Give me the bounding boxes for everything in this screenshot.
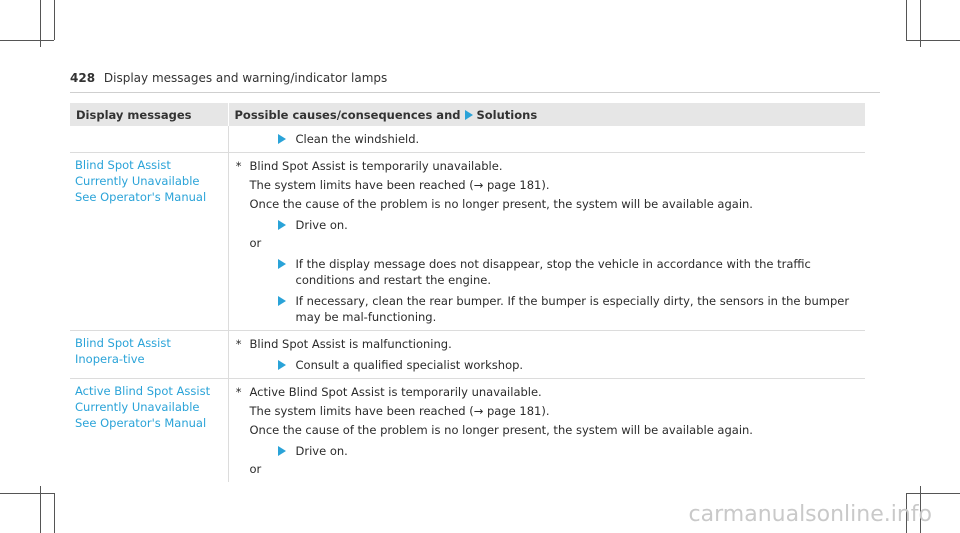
column-header-messages: Display messages: [70, 103, 228, 126]
message-cell: Active Blind Spot Assist Currently Unavailable See Operator's Manual: [70, 379, 228, 483]
crop-mark: [906, 0, 907, 40]
header-divider: [70, 92, 880, 93]
page-number: 428: [70, 71, 96, 85]
cause-detail: Once the cause of the problem is no longer present, the system will be available again.: [249, 423, 753, 437]
solution-step: Consult a qualified specialist workshop.: [278, 357, 861, 373]
solution-step: If necessary, clean the rear bumper. If the bumper is especially dirty, the sensors in the bumper may be mal-functioning.: [278, 293, 861, 325]
solution-cell: [228, 331, 865, 379]
table-row: [70, 379, 865, 483]
or-separator: or: [249, 462, 262, 476]
solution-cell: [228, 153, 865, 331]
arrow-icon: [278, 296, 286, 306]
crop-mark: [0, 493, 54, 494]
solution-step: Clean the windshield.: [278, 131, 861, 147]
crop-mark: [0, 40, 54, 41]
page-header: [70, 71, 387, 85]
cause: * Blind Spot Assist is temporarily unavailable.: [235, 159, 503, 173]
crop-mark: [906, 40, 960, 41]
crop-mark: [906, 493, 960, 494]
watermark: carmanualsonline.info: [688, 502, 932, 527]
solution-cell: [228, 379, 865, 483]
solution-step: Drive on.: [278, 217, 861, 233]
cause: * Blind Spot Assist is malfunctioning.: [235, 337, 452, 351]
cause-detail: Once the cause of the problem is no longer present, the system will be available again.: [249, 197, 753, 211]
arrow-icon: [278, 134, 286, 144]
solution-cell: [228, 126, 865, 153]
arrow-icon: [278, 446, 286, 456]
crop-mark: [54, 493, 55, 533]
column-header-causes: Possible causes/consequences and Solutions: [228, 103, 865, 126]
arrow-icon: [465, 110, 473, 120]
page-title: Display messages and warning/indicator lamps: [103, 71, 388, 85]
table-row: [70, 331, 865, 379]
arrow-icon: [278, 259, 286, 269]
cause-detail: The system limits have been reached (→ page 181).: [249, 178, 550, 192]
table-row: [70, 126, 865, 153]
cause-detail: The system limits have been reached (→ page 181).: [249, 404, 550, 418]
message-cell: [70, 126, 228, 153]
solution-step: If the display message does not disappear, stop the vehicle in accordance with the traffic conditions and restart the engine.: [278, 256, 861, 288]
display-messages-table: [70, 103, 865, 482]
solution-step: Drive on.: [278, 443, 861, 459]
arrow-icon: [278, 220, 286, 230]
message-cell: Blind Spot Assist Currently Unavailable See Operator's Manual: [70, 153, 228, 331]
crop-mark: [54, 0, 55, 40]
arrow-icon: [278, 360, 286, 370]
cause: * Active Blind Spot Assist is temporarily unavailable.: [235, 385, 542, 399]
message-cell: Blind Spot Assist Inopera-tive: [70, 331, 228, 379]
table-header-row: [70, 103, 865, 126]
or-separator: or: [249, 236, 262, 250]
table-row: [70, 153, 865, 331]
